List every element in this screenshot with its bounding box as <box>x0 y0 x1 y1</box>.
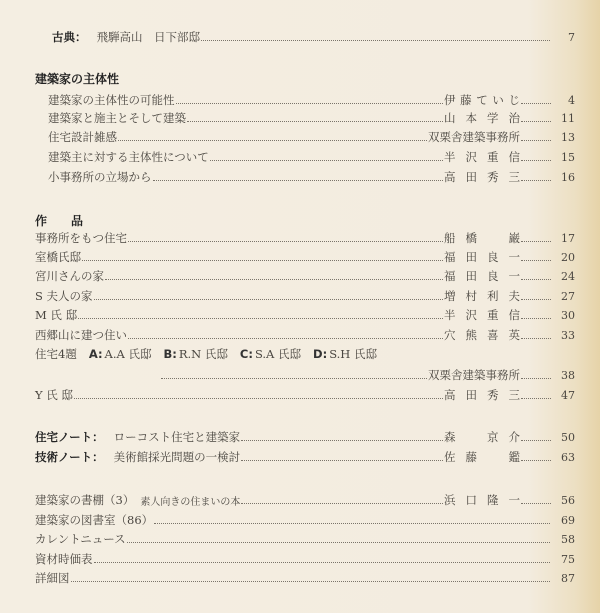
house-key: B: <box>163 347 177 361</box>
page-number: 56 <box>561 493 575 507</box>
dot-leader <box>521 317 551 319</box>
dot-leader <box>82 259 443 261</box>
entry-title: Y 氏 邸 <box>35 388 73 402</box>
house-name: A.A 氏邸 <box>104 347 152 361</box>
dot-leader <box>241 439 443 441</box>
toc-entry[interactable] <box>35 248 575 266</box>
dot-leader <box>78 317 443 319</box>
toc-entry[interactable] <box>35 511 575 529</box>
entry-subtitle: 素人向きの住まいの本 <box>140 496 241 508</box>
dot-leader <box>521 120 551 122</box>
classic-label: 古典： <box>52 30 87 44</box>
entry-title: 建築家と施主とそして建築 <box>48 111 186 125</box>
house-name: S.H 氏邸 <box>329 347 377 361</box>
page-number: 16 <box>561 170 575 184</box>
toc-entry[interactable] <box>35 267 575 285</box>
entry-author: 双栗舎建築事務所 <box>428 368 520 382</box>
toc-entry[interactable] <box>35 569 575 587</box>
dot-leader <box>201 39 550 41</box>
dot-leader <box>128 337 443 339</box>
dot-leader <box>105 278 443 280</box>
dot-leader <box>118 139 427 141</box>
page-number: 11 <box>561 111 575 125</box>
note-label: 技術ノート： <box>35 450 104 464</box>
entry-title: 小事務所の立場から <box>48 170 152 184</box>
entry-author: 高田秀三 <box>444 388 520 402</box>
entry-author: 福田良一 <box>444 269 520 283</box>
entry-title: カレントニュース <box>35 532 126 546</box>
dot-leader <box>521 502 551 504</box>
page-number: 63 <box>561 450 575 464</box>
page-number: 50 <box>561 430 575 444</box>
section-heading: 作 品 <box>35 214 84 228</box>
dot-leader <box>94 561 551 563</box>
page-number: 47 <box>561 388 575 402</box>
dot-leader <box>161 377 427 379</box>
entry-author: 船橋 巌 <box>444 231 520 245</box>
page-number: 13 <box>561 130 575 144</box>
entry-title: 建築家の主体性の可能性 <box>48 93 175 107</box>
house-name: R.N 氏邸 <box>178 347 228 361</box>
page-number: 7 <box>568 30 575 44</box>
toc-entry-note[interactable] <box>35 428 575 446</box>
house-key: A: <box>88 347 103 361</box>
page-number: 30 <box>561 308 575 322</box>
toc-entry[interactable] <box>48 168 575 186</box>
entry-author: 半沢重信 <box>444 150 520 164</box>
dot-leader <box>521 298 551 300</box>
page-number: 17 <box>561 231 575 245</box>
entry-author: 浜口隆一 <box>444 493 520 507</box>
house-key: C: <box>239 347 253 361</box>
dot-leader <box>241 459 443 461</box>
section-heading: 建築家の主体性 <box>35 72 120 86</box>
toc-entry[interactable] <box>35 326 575 344</box>
entry-author: 穴熊喜英 <box>444 328 520 342</box>
toc-entry[interactable] <box>35 386 575 404</box>
dot-leader <box>521 240 551 242</box>
entry-title: 事務所をもつ住宅 <box>35 231 127 245</box>
toc-entry[interactable] <box>48 109 575 127</box>
dot-leader <box>71 580 551 582</box>
page-number: 87 <box>561 571 575 585</box>
entry-author: 半沢重信 <box>444 308 520 322</box>
entry-title: 西郷山に建つ住い <box>35 328 127 342</box>
house-name: S.A 氏邸 <box>254 347 302 361</box>
entry-title: S 夫人の家 <box>35 289 93 303</box>
dot-leader <box>521 259 551 261</box>
entry-title: 建築主に対する主体性について <box>48 150 209 164</box>
page-number: 33 <box>561 328 575 342</box>
page-number: 27 <box>561 289 575 303</box>
toc-entry[interactable] <box>48 91 575 109</box>
page-number: 4 <box>568 93 575 107</box>
dot-leader <box>154 522 550 524</box>
dot-leader <box>521 179 551 181</box>
toc-entry[interactable] <box>35 306 575 324</box>
dot-leader <box>521 102 551 104</box>
entry-author: 佐藤 鑑 <box>444 450 520 464</box>
dot-leader <box>521 459 551 461</box>
dot-leader <box>128 240 443 242</box>
entry-author: 増村利夫 <box>444 289 520 303</box>
entry-title: 住宅4題 <box>35 347 77 361</box>
toc-entry[interactable] <box>48 148 575 166</box>
toc-entry-classic[interactable] <box>52 28 575 46</box>
dot-leader <box>521 139 551 141</box>
toc-entry-note[interactable] <box>35 448 575 466</box>
page-number: 75 <box>561 552 575 566</box>
note-label: 住宅ノート： <box>35 430 104 444</box>
dot-leader <box>241 502 443 504</box>
toc-entry[interactable] <box>35 491 575 509</box>
entry-title: 美術館採光問題の一検討 <box>113 450 241 464</box>
entry-title: 詳細図 <box>35 571 70 585</box>
dot-leader <box>521 278 551 280</box>
entry-author: 双栗舎建築事務所 <box>428 130 520 144</box>
entry-title: 建築家の図書室（86） <box>35 513 154 527</box>
dot-leader <box>210 159 443 161</box>
page-number: 24 <box>561 269 575 283</box>
entry-title: 住宅設計雑感 <box>48 130 117 144</box>
entry-title: 飛騨高山 日下部邸 <box>96 30 200 44</box>
entry-author: 伊藤ていじ <box>444 93 520 107</box>
dot-leader <box>521 337 551 339</box>
toc-entry[interactable] <box>160 366 575 384</box>
page-number: 38 <box>561 368 575 382</box>
page-number: 58 <box>561 532 575 546</box>
four-houses-title-row[interactable] <box>35 345 600 363</box>
toc-entry[interactable] <box>35 229 575 247</box>
entry-author: 森 京介 <box>444 430 520 444</box>
entry-author: 福田良一 <box>444 250 520 264</box>
dot-leader <box>187 120 443 122</box>
page-number: 15 <box>561 150 575 164</box>
entry-title: 資材時価表 <box>35 552 93 566</box>
dot-leader <box>94 298 443 300</box>
entry-title: 宮川さんの家 <box>35 269 104 283</box>
house-key: D: <box>313 347 328 361</box>
toc-entry[interactable] <box>48 128 575 146</box>
page-number: 20 <box>561 250 575 264</box>
entry-author: 山本学治 <box>444 111 520 125</box>
dot-leader <box>176 102 444 104</box>
dot-leader <box>153 179 444 181</box>
toc-entry[interactable] <box>35 530 575 548</box>
page-number: 69 <box>561 513 575 527</box>
entry-title: ローコスト住宅と建築家 <box>113 430 241 444</box>
dot-leader <box>74 397 443 399</box>
toc-entry[interactable] <box>35 550 575 568</box>
toc-entry[interactable] <box>35 287 575 305</box>
dot-leader <box>521 397 551 399</box>
entry-title: M 氏 邸 <box>35 308 78 322</box>
dot-leader <box>127 541 550 543</box>
dot-leader <box>521 377 551 379</box>
entry-title: 建築家の書棚（3） <box>35 493 135 507</box>
entry-author: 高田秀三 <box>444 170 520 184</box>
dot-leader <box>521 159 551 161</box>
dot-leader <box>521 439 551 441</box>
entry-title: 室橋氏邸 <box>35 250 81 264</box>
